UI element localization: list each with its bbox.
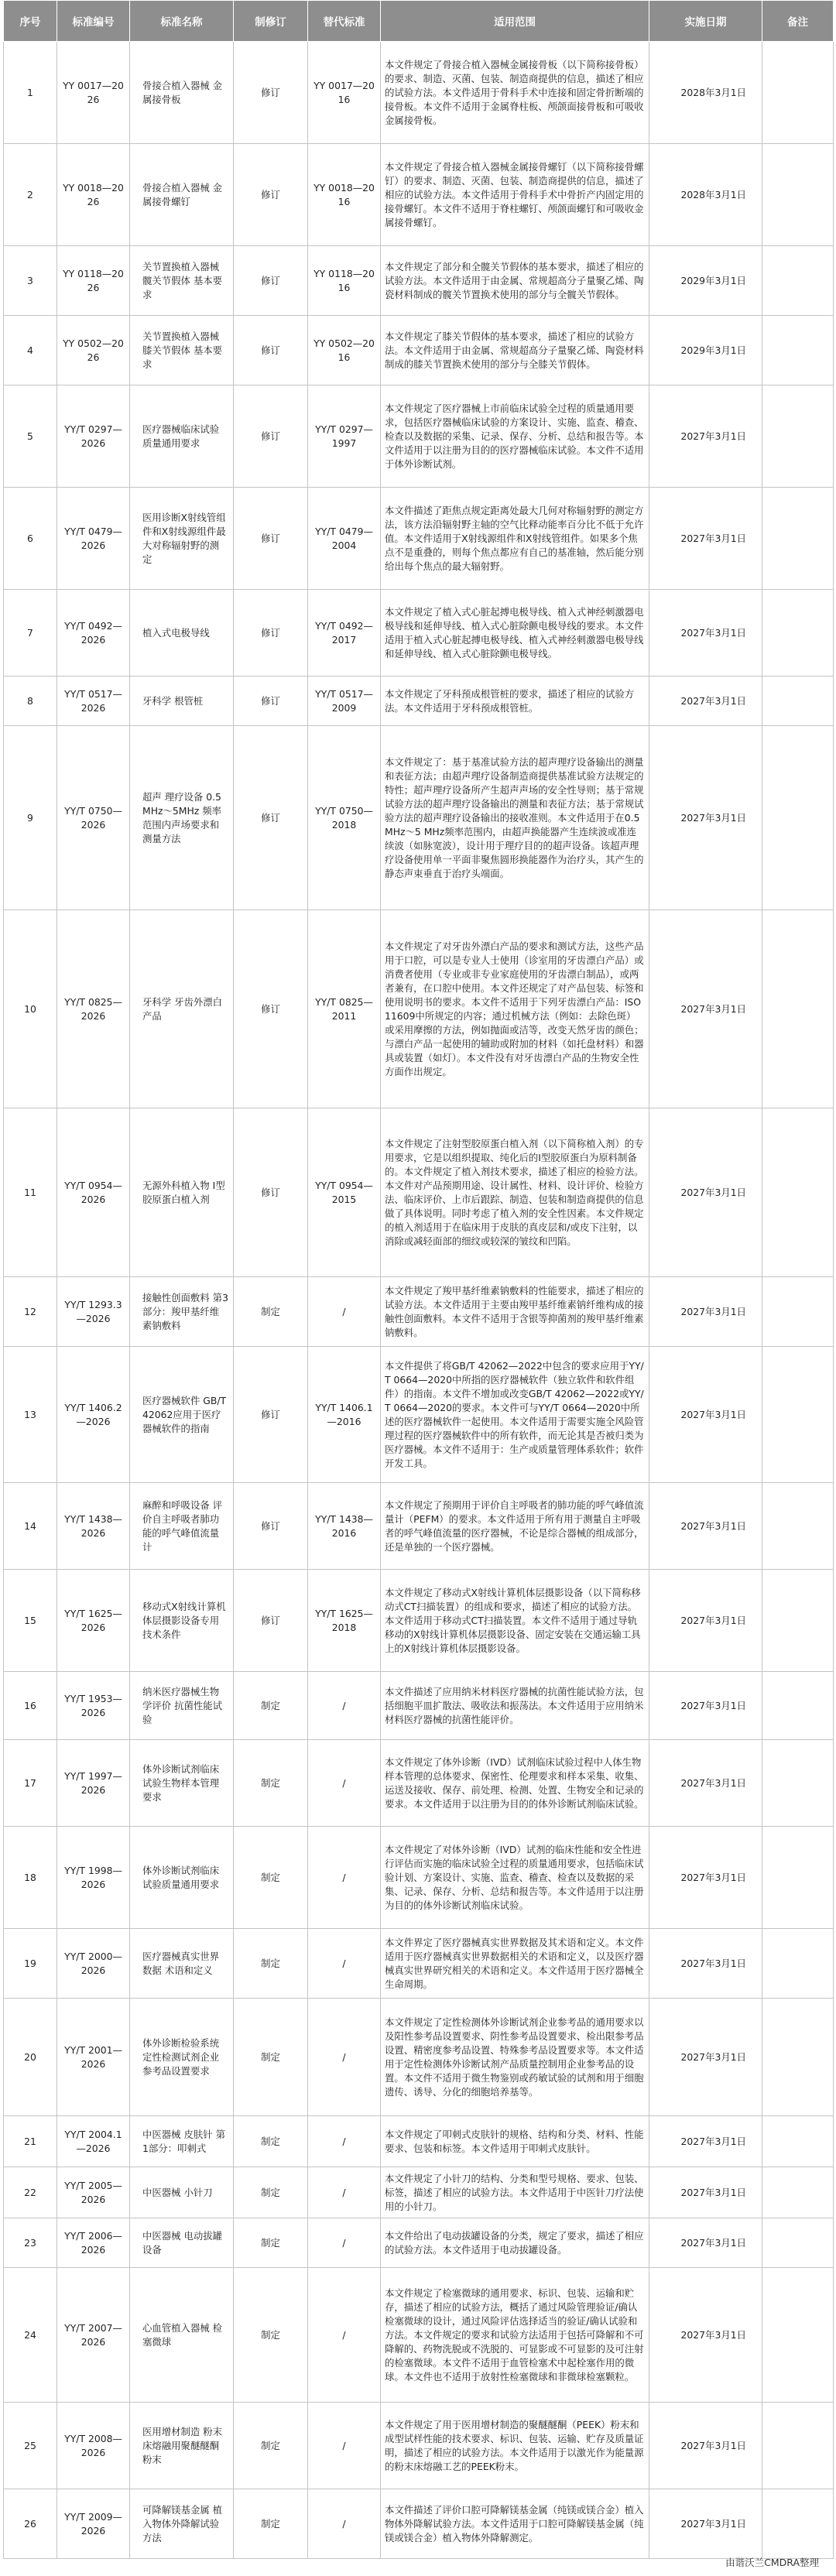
cell-name: 医疗器械临床试验质量通用要求: [130, 385, 234, 488]
cell-code: YY 0118—2026: [57, 246, 130, 316]
table-row: [4, 726, 834, 910]
cell-index: 21: [4, 2116, 57, 2167]
table-row: [4, 316, 834, 385]
cell-name: 植入式电极导线: [130, 590, 234, 677]
cell-code: YY 0502—2026: [57, 316, 130, 385]
cell-scope: 本文件规定了预期用于评价自主呼吸者的肺功能的呼气峰值流量计（PEFM）的要求。本文件适用于所有用于测量自主呼吸者的呼气峰值流量的医疗器械，不论是综合器械的组成部分，还是单独的一个医疗器械。: [381, 1483, 649, 1570]
cell-date: 2027年3月1日: [649, 1827, 762, 1929]
standards-table: [3, 0, 834, 2559]
cell-note: [762, 1827, 834, 1929]
cell-name: 中医器械 皮肤针 第1部分：叩刺式: [130, 2116, 234, 2167]
header-scope: 适用范围: [381, 1, 649, 42]
cell-date: 2027年3月1日: [649, 385, 762, 488]
cell-code: YY 0018—2026: [57, 144, 130, 246]
cell-name: 医用增材制造 粉末床熔融用聚醚醚酮粉末: [130, 2403, 234, 2489]
table-row: [4, 1999, 834, 2116]
cell-type: 制定: [234, 2268, 308, 2403]
cell-replace: /: [308, 2218, 381, 2268]
cell-index: 6: [4, 488, 57, 590]
cell-index: 18: [4, 1827, 57, 1929]
cell-replace: YY/T 0954—2015: [308, 1108, 381, 1277]
cell-note: [762, 1570, 834, 1672]
cell-replace: YY/T 1438—2016: [308, 1483, 381, 1570]
cell-name: 体外诊断试剂临床试验生物样本管理要求: [130, 1740, 234, 1827]
cell-scope: 本文件规定了：基于基准试验方法的超声理疗设备输出的测量和表征方法；由超声理疗设备制造商提供基准试验方法规定的特性；超声理疗设备所产生超声声场的安全性导则；基于常规试验方法的超声理疗设备输出的测量和表征方法；基于常规试验方法的超声理疗设备输出的接收准则。本文件适用于在0.5 MHz～5 MHz频率范围内，由超声换能器产生连续波或准连续波（如脉宽波），设计用于理疗目的的超声设备。该超声理疗设备使用单一平面非聚焦圆形换能器作为治疗头，其产生的静态声束垂直于治疗头端面。: [381, 726, 649, 910]
cell-date: 2027年3月1日: [649, 2268, 762, 2403]
cell-note: [762, 1483, 834, 1570]
header-name: 标准名称: [130, 1, 234, 42]
cell-date: 2027年3月1日: [649, 1483, 762, 1570]
table-row: [4, 1827, 834, 1929]
cell-code: YY/T 0954—2026: [57, 1108, 130, 1277]
cell-type: 制定: [234, 2116, 308, 2167]
header-date: 实施日期: [649, 1, 762, 42]
cell-type: 修订: [234, 144, 308, 246]
cell-code: YY/T 2009—2026: [57, 2489, 130, 2559]
cell-name: 关节置换植入器械 膝关节假体 基本要求: [130, 316, 234, 385]
cell-scope: 本文件规定了膝关节假体的基本要求，描述了相应的试验方法。本文件适用于由金属、常规超高分子量聚乙烯、陶瓷材料制成的膝关节置换术使用的部分与全膝关节假体。: [381, 316, 649, 385]
cell-scope: 本文件规定了小针刀的结构、分类和型号规格、要求、包装、标签，描述了相应的试验方法。本文件适用于中医针刀疗法使用的小针刀。: [381, 2167, 649, 2218]
cell-code: YY/T 0492—2026: [57, 590, 130, 677]
cell-note: [762, 1672, 834, 1740]
table-row: [4, 677, 834, 726]
cell-index: 13: [4, 1347, 57, 1483]
table-row: [4, 910, 834, 1108]
table-row: [4, 144, 834, 246]
cell-date: 2029年3月1日: [649, 316, 762, 385]
cell-type: 修订: [234, 1570, 308, 1672]
cell-note: [762, 316, 834, 385]
cell-date: 2027年3月1日: [649, 1740, 762, 1827]
table-row: [4, 2116, 834, 2167]
table-row: [4, 1277, 834, 1347]
cell-code: YY/T 2000—2026: [57, 1929, 130, 1999]
cell-date: 2027年3月1日: [649, 488, 762, 590]
cell-name: 中医器械 小针刀: [130, 2167, 234, 2218]
table-row: [4, 2218, 834, 2268]
cell-index: 10: [4, 910, 57, 1108]
cell-note: [762, 1929, 834, 1999]
cell-scope: 本文件给出了电动拔罐设备的分类，规定了要求，描述了相应的试验方法。本文件适用于电动拔罐设备。: [381, 2218, 649, 2268]
table-row: [4, 488, 834, 590]
table-row: [4, 1929, 834, 1999]
cell-date: 2028年3月1日: [649, 42, 762, 144]
cell-replace: YY 0017—2016: [308, 42, 381, 144]
cell-name: 关节置换植入器械 髋关节假体 基本要求: [130, 246, 234, 316]
cell-scope: 本文件规定了注射型胶原蛋白植入剂（以下简称植入剂）的专用要求，它是以组织提取、纯化后的I型胶原蛋白为原料制备的。本文件规定了植入剂技术要求，描述了相应的检验方法。本文件对产品预期用途、设计属性、材料、设计评价、检验方法、临床评价、上市后跟踪、制造、包装和制造商提供的信息做了具体说明。同时考虑了植入剂的安全性因素。本文件规定的植入剂适用于在临床用于皮肤的真皮层和/或皮下注射，以消除或减轻面部的细纹或较深的皱纹和凹陷。: [381, 1108, 649, 1277]
cell-type: 制定: [234, 2167, 308, 2218]
cell-name: 接触性创面敷料 第3部分：羧甲基纤维素钠敷料: [130, 1277, 234, 1347]
cell-name: 骨接合植入器械 金属接骨螺钉: [130, 144, 234, 246]
cell-replace: YY 0118—2016: [308, 246, 381, 316]
cell-note: [762, 2218, 834, 2268]
cell-index: 7: [4, 590, 57, 677]
table-row: [4, 1740, 834, 1827]
cell-replace: YY 0502—2016: [308, 316, 381, 385]
cell-scope: 本文件界定了医疗器械真实世界数据及其术语和定义。本文件适用于医疗器械真实世界数据相关的术语和定义，以及医疗器械真实世界研究相关的术语和定义。本文件适用于医疗器械全生命周期。: [381, 1929, 649, 1999]
table-row: [4, 42, 834, 144]
cell-name: 医疗器械软件 GB/T 42062应用于医疗器械软件的指南: [130, 1347, 234, 1483]
table-row: [4, 1108, 834, 1277]
cell-note: [762, 2116, 834, 2167]
cell-name: 纳米医疗器械生物学评价 抗菌性能试验: [130, 1672, 234, 1740]
header-note: 备注: [762, 1, 834, 42]
cell-code: YY/T 1406.2—2026: [57, 1347, 130, 1483]
table-header-row: [4, 1, 834, 42]
cell-date: 2027年3月1日: [649, 677, 762, 726]
cell-replace: /: [308, 1999, 381, 2116]
cell-index: 3: [4, 246, 57, 316]
cell-note: [762, 2403, 834, 2489]
cell-note: [762, 2489, 834, 2559]
cell-code: YY/T 2007—2026: [57, 2268, 130, 2403]
cell-name: 可降解镁基金属 植入物体外降解试验方法: [130, 2489, 234, 2559]
cell-replace: YY/T 1406.1—2016: [308, 1347, 381, 1483]
cell-code: YY/T 2001—2026: [57, 1999, 130, 2116]
table-row: [4, 1347, 834, 1483]
cell-index: 22: [4, 2167, 57, 2218]
cell-scope: 本文件规定了医疗器械上市前临床试验全过程的质量通用要求，包括医疗器械临床试验的方案设计、实施、监查、稽查、检查以及数据的采集、记录、保存、分析、总结和报告等。本文件适用于以注册为目的的医疗器械临床试验。本文件不适用于体外诊断试剂。: [381, 385, 649, 488]
cell-type: 修订: [234, 910, 308, 1108]
cell-scope: 本文件规定了植入式心脏起搏电极导线、植入式神经刺激器电极导线和延伸导线、植入式心脏除颤电极导线的要求。本文件适用于植入式心脏起搏电极导线、植入式神经刺激器电极导线和延伸导线、植入式心脏除颤电极导线。: [381, 590, 649, 677]
cell-index: 1: [4, 42, 57, 144]
cell-name: 牙科学 牙齿外漂白产品: [130, 910, 234, 1108]
cell-index: 26: [4, 2489, 57, 2559]
table-row: [4, 1672, 834, 1740]
cell-type: 修订: [234, 1483, 308, 1570]
cell-name: 医用诊断X射线管组件和X射线源组件最大对称辐射野的测定: [130, 488, 234, 590]
cell-type: 修订: [234, 42, 308, 144]
cell-date: 2027年3月1日: [649, 1347, 762, 1483]
cell-code: YY/T 1997—2026: [57, 1740, 130, 1827]
cell-date: 2029年3月1日: [649, 246, 762, 316]
table-row: [4, 1570, 834, 1672]
cell-note: [762, 910, 834, 1108]
cell-index: 9: [4, 726, 57, 910]
table-row: [4, 2268, 834, 2403]
cell-replace: YY 0018—2016: [308, 144, 381, 246]
cell-type: 修订: [234, 385, 308, 488]
cell-scope: 本文件规定了体外诊断（IVD）试剂临床试验过程中人体生物样本管理的总体要求、保密性、伦理要求和样本采集、收集、运送及接收、保存、前处理、检测、处置、生物安全和记录的要求。本文件适用于以注册为目的的体外诊断试剂临床试验。: [381, 1740, 649, 1827]
cell-note: [762, 590, 834, 677]
cell-note: [762, 385, 834, 488]
table-row: [4, 590, 834, 677]
table-row: [4, 2167, 834, 2218]
cell-note: [762, 1347, 834, 1483]
cell-type: 制定: [234, 1277, 308, 1347]
cell-code: YY/T 0297—2026: [57, 385, 130, 488]
cell-replace: /: [308, 1277, 381, 1347]
cell-type: 制定: [234, 1672, 308, 1740]
table-row: [4, 1483, 834, 1570]
cell-type: 制定: [234, 1929, 308, 1999]
cell-replace: /: [308, 1827, 381, 1929]
cell-name: 中医器械 电动拔罐设备: [130, 2218, 234, 2268]
header-replace: 替代标准: [308, 1, 381, 42]
cell-date: 2027年3月1日: [649, 1999, 762, 2116]
cell-scope: 本文件规定了叩刺式皮肤针的规格、结构和分类、材料、性能要求、包装和标签。本文件适用于叩刺式皮肤针。: [381, 2116, 649, 2167]
cell-replace: /: [308, 1740, 381, 1827]
cell-index: 4: [4, 316, 57, 385]
cell-note: [762, 488, 834, 590]
cell-scope: 本文件描述了应用纳米材料医疗器械的抗菌性能试验方法，包括细胞平皿扩散法、吸收法和振荡法。本文件适用于应用纳米材料医疗器械的抗菌性能评价。: [381, 1672, 649, 1740]
cell-scope: 本文件规定了骨接合植入器械金属接骨螺钉（以下简称接骨螺钉）的要求、制造、灭菌、包装、制造商提供的信息，描述了相应的试验方法。本文件适用于骨科手术中骨折产内固定用的接骨螺钉。本文件不适用于脊柱螺钉、颅颌面螺钉和可吸收金属接骨螺钉。: [381, 144, 649, 246]
cell-replace: YY/T 0750—2018: [308, 726, 381, 910]
cell-replace: YY/T 0825—2011: [308, 910, 381, 1108]
cell-index: 25: [4, 2403, 57, 2489]
cell-note: [762, 2268, 834, 2403]
cell-scope: 本文件规定了用于医用增材制造的聚醚醚酮（PEEK）粉末和成型试样性能的技术要求、标识、包装、运输、贮存及质量证明，描述了相应的试验方法。本文件适用于以激光作为能量源的粉末床熔融工艺的PEEK粉末。: [381, 2403, 649, 2489]
cell-replace: YY/T 0492—2017: [308, 590, 381, 677]
cell-note: [762, 677, 834, 726]
cell-scope: 本文件规定了羧甲基纤维素钠敷料的性能要求，描述了相应的试验方法。本文件适用于主要由羧甲基纤维素钠纤维构成的接触性创面敷料。本文件不适用于含银等抑菌剂的羧甲基纤维素钠敷料。: [381, 1277, 649, 1347]
cell-name: 医疗器械真实世界数据 术语和定义: [130, 1929, 234, 1999]
cell-replace: /: [308, 2268, 381, 2403]
cell-index: 23: [4, 2218, 57, 2268]
cell-index: 17: [4, 1740, 57, 1827]
cell-name: 麻醉和呼吸设备 评价自主呼吸者肺功能的呼气峰值流量计: [130, 1483, 234, 1570]
cell-index: 20: [4, 1999, 57, 2116]
cell-date: 2027年3月1日: [649, 2403, 762, 2489]
cell-type: 制定: [234, 1827, 308, 1929]
cell-name: 心血管植入器械 检塞微球: [130, 2268, 234, 2403]
cell-code: YY/T 1953—2026: [57, 1672, 130, 1740]
cell-type: 修订: [234, 726, 308, 910]
cell-note: [762, 42, 834, 144]
table-row: [4, 385, 834, 488]
table-row: [4, 246, 834, 316]
cell-type: 制定: [234, 2489, 308, 2559]
cell-date: 2027年3月1日: [649, 1108, 762, 1277]
cell-scope: 本文件规定了对牙齿外漂白产品的要求和测试方法，这些产品用于口腔，可以是专业人士使用（诊室用的牙齿漂白产品）或消费者使用（专业或非专业家庭使用的牙齿漂白制品），或两者兼有，在口腔中使用。本文件还规定了对产品包装、标签和使用说明书的要求。本文件不适用于下列牙齿漂白产品：ISO 11609中所规定的内容；通过机械方法（例如：去除色斑）或采用摩擦的方法，例如抛面或洁等，改变天然牙齿的颜色；与漂白产品一起使用的辅助或附加的材料（如托盘材料）和器具或装置（如灯）。本文件没有对牙齿漂白产品的生物安全性方面作出规定。: [381, 910, 649, 1108]
cell-code: YY/T 2005—2026: [57, 2167, 130, 2218]
cell-index: 16: [4, 1672, 57, 1740]
cell-note: [762, 246, 834, 316]
cell-note: [762, 726, 834, 910]
cell-type: 修订: [234, 590, 308, 677]
cell-date: 2027年3月1日: [649, 1277, 762, 1347]
cell-date: 2027年3月1日: [649, 590, 762, 677]
cell-code: YY 0017—2026: [57, 42, 130, 144]
cell-code: YY/T 0517—2026: [57, 677, 130, 726]
cell-date: 2027年3月1日: [649, 2489, 762, 2559]
cell-scope: 本文件描述了距焦点规定距离处最大几何对称辐射野的测定方法，该方法沿辐射野主轴的空气比释动能率百分比不低于允许值。本文件适用于X射线源组件和X射线管组件。如果多个焦点不是重叠的，则每个焦点都应有自己的基准轴，然后能分别给出每个焦点的最大辐射野。: [381, 488, 649, 590]
cell-code: YY/T 0825—2026: [57, 910, 130, 1108]
cell-note: [762, 1740, 834, 1827]
cell-type: 制定: [234, 1740, 308, 1827]
cell-code: YY/T 0479—2026: [57, 488, 130, 590]
header-index: 序号: [4, 1, 57, 42]
cell-scope: 本文件规定了检塞微球的通用要求、标识、包装、运输和贮存，描述了相应的试验方法，概括了通过风险管理验证/确认检塞微球的设计，通过风险评估选择适当的验证/确认试验和方法。本文件规定的要求和试验方法适用于包括可降解和不可降解的、药物洗脱或不洗脱的、可显影或不可显影的及可注射的检塞微球。本文件不适用于血管检塞术中起栓塞作用的微球。本文件也不适用于放射性检塞微球和非微球检塞颗粒。: [381, 2268, 649, 2403]
cell-note: [762, 2167, 834, 2218]
cell-replace: YY/T 0479—2004: [308, 488, 381, 590]
cell-index: 2: [4, 144, 57, 246]
cell-index: 15: [4, 1570, 57, 1672]
cell-scope: 本文件规定了牙科预成根管桩的要求，描述了相应的试验方法。本文件适用于牙科预成根管桩。: [381, 677, 649, 726]
cell-name: 体外诊断试剂临床试验质量通用要求: [130, 1827, 234, 1929]
cell-name: 超声 理疗设备 0.5MHz～5MHz 频率范围内声场要求和测量方法: [130, 726, 234, 910]
cell-type: 制定: [234, 1999, 308, 2116]
cell-note: [762, 1999, 834, 2116]
cell-replace: /: [308, 2403, 381, 2489]
cell-type: 修订: [234, 246, 308, 316]
cell-scope: 本文件规定了部分和全髋关节假体的基本要求，描述了相应的试验方法。本文件适用于由金属、常规超高分子量聚乙烯、陶瓷材料制成的髋关节置换术使用的部分与全髋关节假体。: [381, 246, 649, 316]
cell-date: 2027年3月1日: [649, 1570, 762, 1672]
cell-note: [762, 144, 834, 246]
cell-scope: 本文件规定了移动式X射线计算机体层摄影设备（以下简称移动式CT扫描装置）的组成和要求，描述了相应的试验方法。本文件适用于移动式CT扫描装置。本文件不适用于通过导轨移动的X射线计算机体层摄影设备、固定安装在交通运输工具上的X射线计算机体层摄影设备。: [381, 1570, 649, 1672]
cell-replace: YY/T 1625—2018: [308, 1570, 381, 1672]
cell-name: 牙科学 根管桩: [130, 677, 234, 726]
cell-note: [762, 1108, 834, 1277]
header-type: 制修订: [234, 1, 308, 42]
cell-index: 8: [4, 677, 57, 726]
cell-date: 2027年3月1日: [649, 2218, 762, 2268]
table-row: [4, 2403, 834, 2489]
cell-date: 2027年3月1日: [649, 910, 762, 1108]
cell-date: 2027年3月1日: [649, 1929, 762, 1999]
cell-replace: YY/T 0297—1997: [308, 385, 381, 488]
header-code: 标准编号: [57, 1, 130, 42]
cell-date: 2027年3月1日: [649, 726, 762, 910]
cell-code: YY/T 1438—2026: [57, 1483, 130, 1570]
cell-index: 12: [4, 1277, 57, 1347]
cell-type: 修订: [234, 316, 308, 385]
cell-code: YY/T 2008—2026: [57, 2403, 130, 2489]
source-credit: 由谐沃兰CMDRA整理: [725, 2557, 819, 2568]
cell-scope: 本文件提供了将GB/T 42062—2022中包含的要求应用于YY/T 0664—2020中所指的医疗器械软件（独立软件和软件组件）的指南。本文件不增加或改变GB/T 42062—2022或YY/T 0664—2020的要求。本文件可与YY/T 0664—2020中所述的医疗器械软件一起使用。本文件适用于需要实施全风险管理过程的医疗器械软件中的所有软件，而无论其是否被归类为医疗器械。本文件不适用于：生产或质量管理体系软件；软件开发工具。: [381, 1347, 649, 1483]
cell-replace: /: [308, 2116, 381, 2167]
cell-name: 无源外科植入物 I型胶原蛋白植入剂: [130, 1108, 234, 1277]
cell-type: 修订: [234, 1108, 308, 1277]
cell-name: 体外诊断检验系统 定性检测试剂企业参考品设置要求: [130, 1999, 234, 2116]
cell-index: 24: [4, 2268, 57, 2403]
cell-name: 骨接合植入器械 金属接骨板: [130, 42, 234, 144]
cell-date: 2027年3月1日: [649, 2116, 762, 2167]
cell-type: 修订: [234, 677, 308, 726]
cell-code: YY/T 2006—2026: [57, 2218, 130, 2268]
cell-date: 2028年3月1日: [649, 144, 762, 246]
cell-date: 2027年3月1日: [649, 1672, 762, 1740]
cell-index: 14: [4, 1483, 57, 1570]
cell-note: [762, 1277, 834, 1347]
cell-replace: /: [308, 1929, 381, 1999]
cell-replace: YY/T 0517—2009: [308, 677, 381, 726]
cell-index: 11: [4, 1108, 57, 1277]
cell-replace: /: [308, 2489, 381, 2559]
cell-code: YY/T 1625—2026: [57, 1570, 130, 1672]
cell-scope: 本文件规定了骨接合植入器械金属接骨板（以下简称接骨板）的要求、制造、灭菌、包装、制造商提供的信息，描述了相应的试验方法。本文件适用于骨科手术中连接和固定骨折断端的接骨板。本文件不适用于金属脊柱板、颅颌面接骨板和可吸收金属接骨板。: [381, 42, 649, 144]
cell-code: YY/T 1293.3—2026: [57, 1277, 130, 1347]
cell-type: 制定: [234, 2403, 308, 2489]
cell-scope: 本文件规定了对体外诊断（IVD）试剂的临床性能和安全性进行评估而实施的临床试验全过程的质量通用要求，包括临床试验计划、方案设计、实施、监查、稽查、检查以及数据的采集、记录、保存、分析、总结和报告等。本文件适用于以注册为目的的体外诊断试剂临床试验。: [381, 1827, 649, 1929]
cell-code: YY/T 2004.1—2026: [57, 2116, 130, 2167]
cell-type: 修订: [234, 488, 308, 590]
table-row: [4, 2489, 834, 2559]
cell-scope: 本文件规定了定性检测体外诊断试剂企业参考品的通用要求以及阳性参考品设置要求、阴性参考品设置要求、检出限参考品设置、精密度参考品设置、特殊参考品设置要求等。本文件适用于定性检测体外诊断试剂产品质量控制用企业参考品的设置。本文件不适用于微生物鉴别或药敏试验的试剂和用于细胞遗传、诱导、分化的细胞培养基等。: [381, 1999, 649, 2116]
cell-code: YY/T 1998—2026: [57, 1827, 130, 1929]
cell-replace: /: [308, 1672, 381, 1740]
cell-name: 移动式X射线计算机体层摄影设备专用技术条件: [130, 1570, 234, 1672]
cell-type: 制定: [234, 2218, 308, 2268]
cell-index: 5: [4, 385, 57, 488]
cell-scope: 本文件描述了评价口腔可降解镁基金属（纯镁或镁合金）植入物体外降解试验方法。本文件适用于口腔可降解镁基金属（纯镁或镁合金）植入物体外降解测定。: [381, 2489, 649, 2559]
cell-code: YY/T 0750—2026: [57, 726, 130, 910]
cell-type: 修订: [234, 1347, 308, 1483]
cell-date: 2027年3月1日: [649, 2167, 762, 2218]
cell-replace: /: [308, 2167, 381, 2218]
cell-index: 19: [4, 1929, 57, 1999]
